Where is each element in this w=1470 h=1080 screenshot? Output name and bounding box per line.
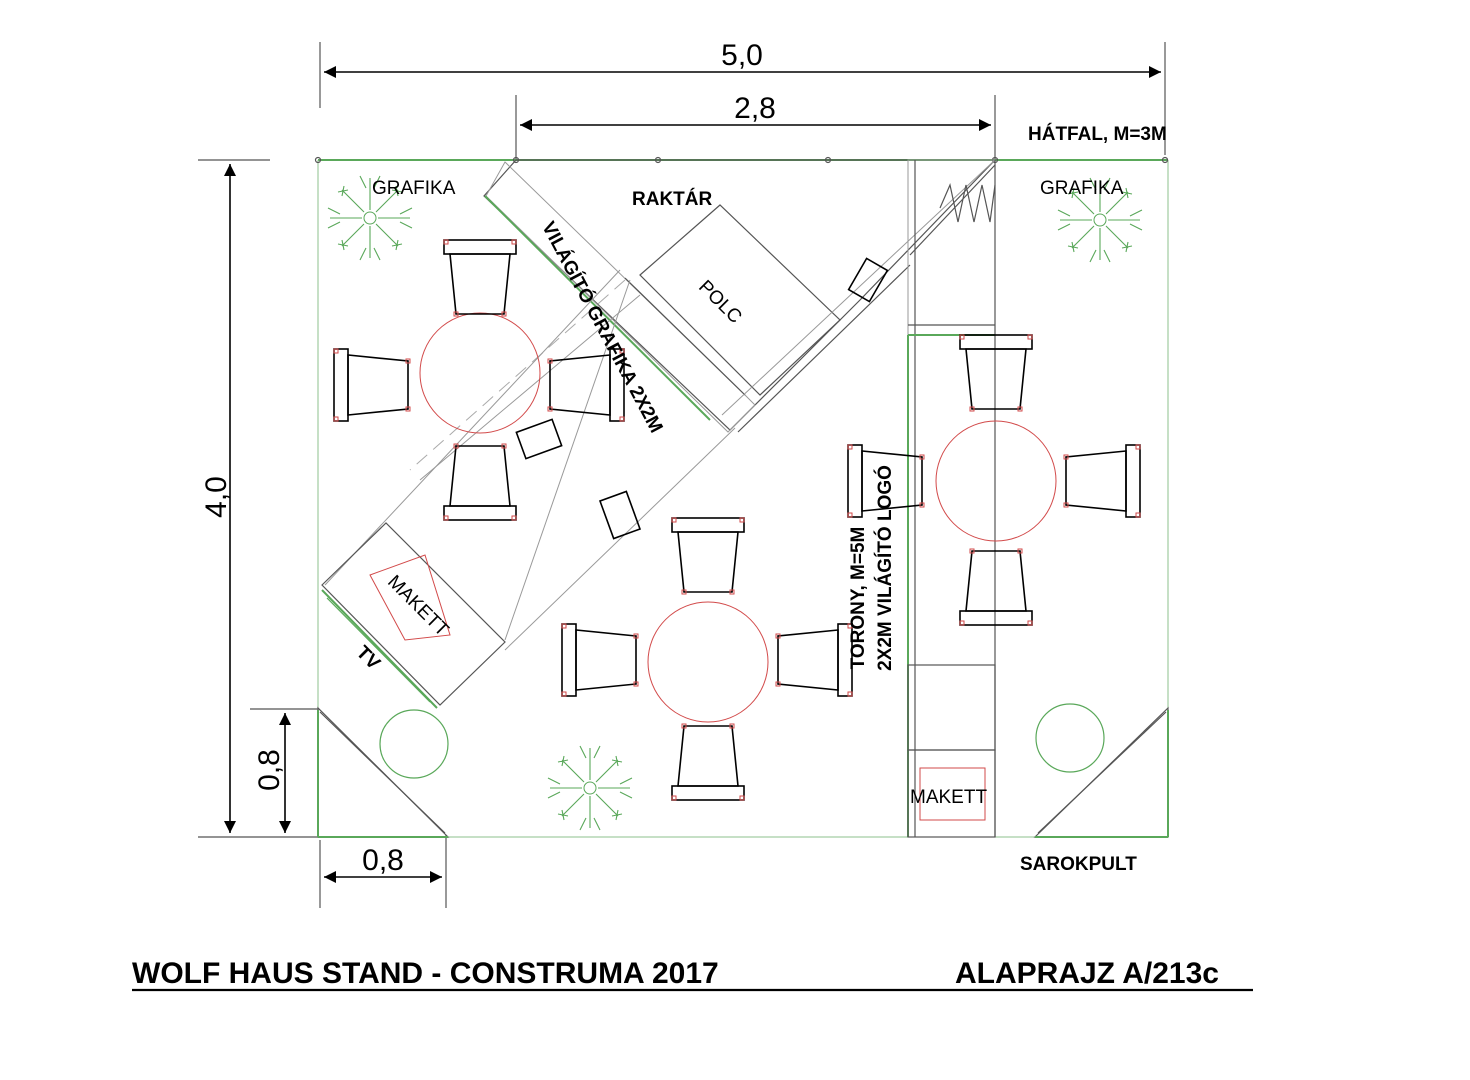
label-back-wall: HÁTFAL, M=3M — [1028, 124, 1167, 145]
stand-outline — [316, 158, 1169, 838]
footer-plan-id: ALAPRAJZ A/213c — [955, 957, 1219, 990]
dimension-corner-width — [320, 835, 446, 908]
plant-bottom — [548, 746, 632, 830]
dimension-corner-height — [250, 709, 318, 833]
label-shelf: POLC — [694, 276, 746, 328]
corner-counter-left — [318, 708, 448, 837]
dimension-label-width: 5,0 — [721, 39, 763, 72]
label-tower-line2: 2X2M VILÁGÍTÓ LOGÓ — [875, 465, 896, 671]
dimension-height-total — [198, 160, 318, 837]
label-graphic-right: GRAFIKA — [1040, 178, 1124, 199]
label-tv: TV — [351, 642, 384, 675]
label-lit-graphic: VILÁGÍTÓ GRAFIKA 2X2M — [537, 218, 667, 437]
label-model-right: MAKETT — [910, 787, 988, 808]
dimension-width-backwall — [516, 92, 995, 160]
dimension-label-backwall: 2,8 — [734, 92, 776, 125]
label-corner-counter: SAROKPULT — [1020, 854, 1137, 875]
footer-title: WOLF HAUS STAND - CONSTRUMA 2017 — [132, 957, 719, 990]
storage-room — [484, 160, 995, 432]
dimension-label-corner-height: 0,8 — [253, 749, 286, 791]
dimension-label-height: 4,0 — [200, 476, 233, 518]
label-storage: RAKTÁR — [632, 189, 713, 210]
label-tower-line1: TORONY, M=5M — [848, 526, 869, 670]
table-group-2 — [562, 518, 852, 800]
label-model-left: MAKETT — [383, 571, 453, 641]
dimension-label-corner-width: 0,8 — [362, 844, 404, 877]
corner-counter-right — [1035, 704, 1168, 837]
tower — [908, 160, 995, 837]
label-graphic-left: GRAFIKA — [372, 178, 456, 199]
